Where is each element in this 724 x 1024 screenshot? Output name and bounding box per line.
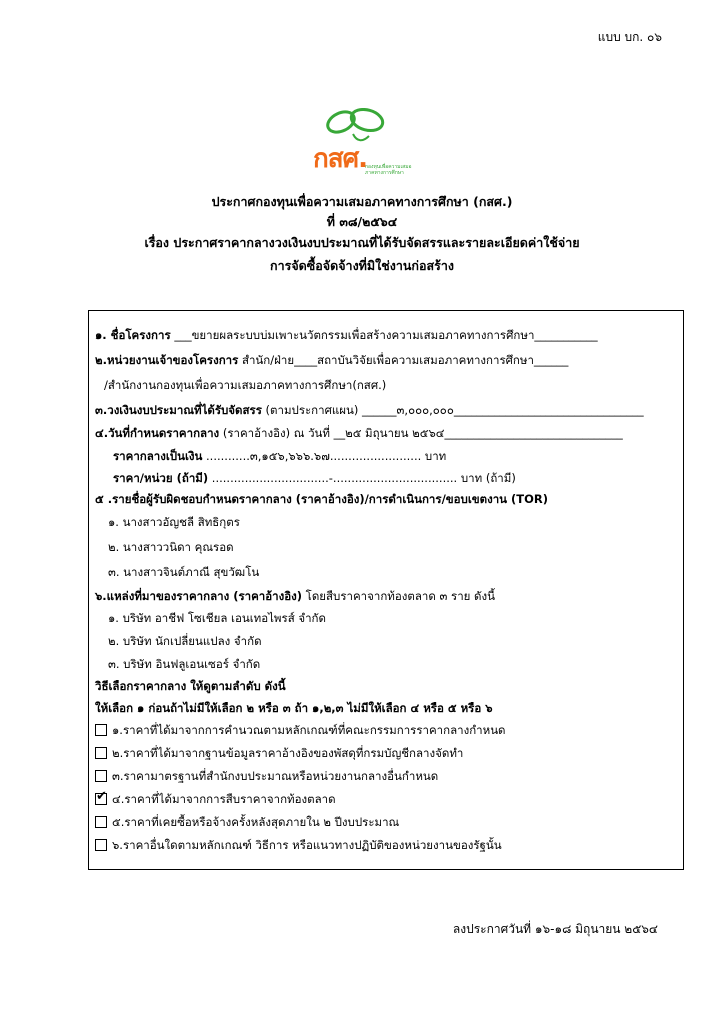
- checkmark-icon: ✔: [96, 789, 107, 804]
- date-line: [95, 425, 623, 443]
- source-item: ๒. บริษัท นักเปลี่ยนแปลง จำกัด: [108, 634, 262, 648]
- option-label: ๒.ราคาที่ได้มาจากฐานข้อมูลราคาอ้างอิงของพัสดุที่กรมบัญชีกลางจัดทำ: [112, 746, 464, 760]
- option-checkbox[interactable]: [95, 747, 107, 759]
- sources-label: ๖.แหล่งที่มาของราคากลาง (ราคาอ้างอิง): [95, 589, 302, 603]
- heading-line-3: เรื่อง ประกาศราคากลางวงเงินงบประมาณที่ได้รับจัดสรรและรายละเอียดค่าใช้จ่าย: [144, 235, 580, 250]
- source-item: ๓. บริษัท อินฟลูเอนเซอร์ จำกัด: [108, 657, 261, 671]
- option-checkbox[interactable]: [95, 839, 107, 851]
- option-label: ๓.ราคามาตรฐานที่สำนักงบประมาณหรือหน่วยงานกลางอื่นกำหนด: [112, 769, 439, 783]
- sources-line: [95, 588, 495, 606]
- option-checkbox[interactable]: [95, 789, 107, 805]
- option-checkbox[interactable]: [95, 770, 107, 782]
- project-label: ๑. ชื่อโครงการ: [95, 328, 171, 342]
- logo-tagline: กองทุนเพื่อความเสมอภาคทางการศึกษา: [365, 164, 412, 176]
- person-item: ๓. นางสาวจินต์ภาณี สุขวัฒโน: [108, 565, 260, 579]
- date-value: (ราคาอ้างอิง) ณ วันที่ __๒๕ มิถุนายน ๒๕๖๔_______________________________: [222, 426, 623, 440]
- project-value: ___ขยายผลระบบบ่มเพาะนวัตกรรมเพื่อสร้างความเสมอภาคทางการศึกษา___________: [174, 328, 598, 342]
- budget-value: (ตามประกาศแผน) ______๓,๐๐๐,๐๐๐_________________________________: [265, 403, 644, 417]
- price-label: ราคากลางเป็นเงิน: [113, 449, 203, 463]
- heading-line-2: ที่ ๓๘/๒๕๖๔: [326, 214, 398, 229]
- option-row: [95, 791, 336, 809]
- unit-price-line: [113, 470, 516, 488]
- person-item: ๑. นางสาวอัญชลี สิทธิกุตร: [108, 515, 240, 529]
- persons-label: ๕ .รายชื่อผู้รับผิดชอบกำหนดราคากลาง (ราคาอ้างอิง)/การดำเนินการ/ขอบเขตงาน (TOR): [95, 492, 549, 506]
- source-item: ๑. บริษัท อาชีฟ โซเชียล เอนเทอไพรส์ จำกัด: [108, 611, 326, 625]
- option-label: ๔.ราคาที่ได้มาจากการสืบราคาจากท้องตลาด: [112, 792, 336, 806]
- form-code: แบบ บก. ๐๖: [597, 30, 662, 44]
- option-row: [95, 768, 438, 786]
- option-checkbox[interactable]: [95, 724, 107, 736]
- option-label: ๖.ราคาอื่นใดตามหลักเกณฑ์ วิธีการ หรือแนวทางปฏิบัติของหน่วยงานของรัฐนั้น: [112, 838, 502, 852]
- organization-logo: [305, 108, 415, 178]
- option-checkbox[interactable]: [95, 816, 107, 828]
- sources-value: โดยสืบราคาจากท้องตลาด ๓ ราย ดังนี้: [305, 589, 495, 603]
- option-label: ๑.ราคาที่ได้มาจากการคำนวณตามหลักเกณฑ์ที่คณะกรรมการราคากลางกำหนด: [112, 723, 506, 737]
- unit-value: สำนัก/ฝ่าย____สถาบันวิจัยเพื่อความเสมอภาคทางการศึกษา______: [241, 353, 569, 367]
- unit-price-value: ................................-.................................. บาท (ถ้ามี): [211, 471, 516, 485]
- person-item: ๒. นางสาววนิดา คุณรอด: [108, 540, 234, 554]
- announcement-date: ลงประกาศวันที่ ๑๖-๑๘ มิถุนายน ๒๕๖๔: [452, 922, 658, 936]
- budget-label: ๓.วงเงินงบประมาณที่ได้รับจัดสรร: [95, 403, 262, 417]
- logo-text: กสศ.: [313, 144, 367, 174]
- option-row: [95, 745, 463, 763]
- unit-price-label: ราคา/หน่วย (ถ้ามี): [113, 471, 209, 485]
- unit-line-2: /สำนักงานกองทุนเพื่อความเสมอภาคทางการศึกษา(กสศ.): [104, 378, 387, 392]
- price-line: [113, 448, 446, 466]
- method-note: ให้เลือก ๑ ก่อนถ้าไม่มีให้เลือก ๒ หรือ ๓ ถ้า ๑,๒,๓ ไม่มีให้เลือก ๔ หรือ ๕ หรือ ๖: [95, 701, 493, 715]
- date-label: ๔.วันที่กำหนดราคากลาง: [95, 426, 220, 440]
- option-row: [95, 722, 506, 740]
- method-title: วิธีเลือกราคากลาง ให้ดูตามลำดับ ดังนี้: [95, 679, 286, 693]
- option-row: [95, 814, 399, 832]
- price-value: ............๓,๑๕๖,๖๖๖.๖๗......................... บาท: [206, 449, 447, 463]
- heading-line-4: การจัดซื้อจัดจ้างที่มิใช่งานก่อสร้าง: [270, 258, 454, 273]
- option-label: ๕.ราคาที่เคยซื้อหรือจ้างครั้งหลังสุดภายใน ๒ ปีงบประมาณ: [112, 815, 400, 829]
- unit-line: [95, 352, 568, 370]
- unit-label: ๒.หน่วยงานเจ้าของโครงการ: [95, 353, 239, 367]
- budget-line: [95, 402, 644, 420]
- option-row: [95, 837, 502, 855]
- project-line: [95, 327, 598, 345]
- heading-line-1: ประกาศกองทุนเพื่อความเสมอภาคทางการศึกษา (กสศ.): [211, 194, 513, 209]
